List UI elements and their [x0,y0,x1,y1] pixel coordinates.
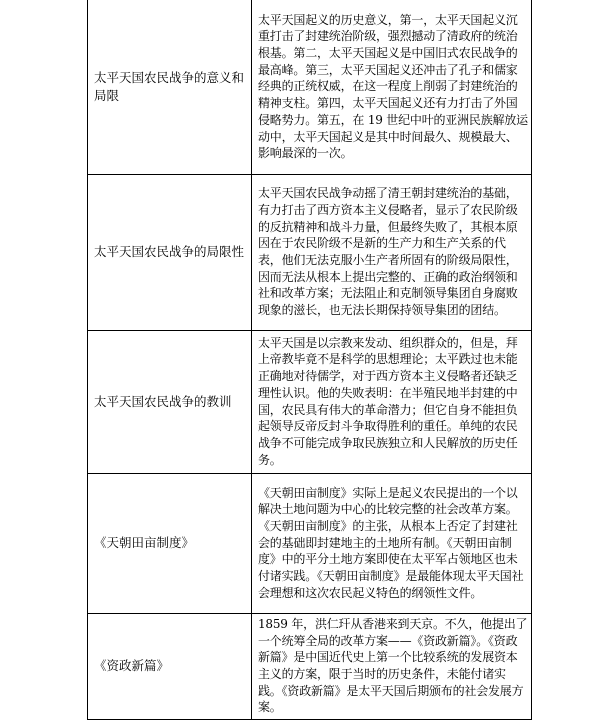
content-cell: 太平天国农民战争动摇了清王朝封建统治的基础，有力打击了西方资本主义侵略者，显示了农民阶级的反抗精神和战斗力量，但最终失败了，其根本原因在于农民阶级不是新的生产力和生产关系的代表，他们无法克服小生产者所固有的阶级局限性，因而无法从根本上提出完整的、正确的政治纲领和社和改革方案；无法阻止和克制领导集团自身腐败现象的滋长，也无法长期保持领导集团的团结。 [252,174,532,330]
history-notes-table [87,0,532,720]
table-row [88,473,532,613]
topic-cell: 《天朝田亩制度》 [88,473,252,613]
topic-cell: 太平天国农民战争的教训 [88,330,252,473]
content-cell: 1859 年，洪仁玕从香港来到天京。不久，他提出了一个统筹全局的改革方案——《资政新篇》。《资政新篇》是中国近代史上第一个比较系统的发展资本主义的方案，限于当时的历史条件，未能付诸实践。《资政新篇》是太平天国后期颁布的社会发展方案。 [252,613,532,719]
table-row [88,330,532,473]
topic-cell: 《资政新篇》 [88,613,252,719]
topic-cell: 太平天国农民战争的局限性 [88,174,252,330]
table-row [88,174,532,330]
table-row [88,613,532,719]
table-row [88,0,532,174]
content-cell: 太平天国起义的历史意义，第一，太平天国起义沉重打击了封建统治阶级，强烈撼动了清政府的统治根基。第二，太平天国起义是中国旧式农民战争的最高峰。第三，太平天国起义还冲击了孔子和儒家经典的正统权威，在这一程度上削弱了封建统治的精神支柱。第四，太平天国起义还有力打击了外国侵略势力。第五，在 19 世纪中叶的亚洲民族解放运动中，太平天国起义是其中时间最久、规模最大、影响最深的一次。 [252,0,532,174]
content-cell: 《天朝田亩制度》实际上是起义农民提出的一个以解决土地问题为中心的比较完整的社会改革方案。《天朝田亩制度》的主张，从根本上否定了封建社会的基础即封建地主的土地所有制。《天朝田亩制度》中的平分土地方案即使在太平军占领地区也未付诸实践。《天朝田亩制度》是最能体现太平天国社会理想和这次农民起义特色的纲领性文件。 [252,473,532,613]
content-cell: 太平天国是以宗教来发动、组织群众的，但是，拜上帝教毕竟不是科学的思想理论；太平跌过也未能正确地对待儒学，对于西方资本主义侵略者还缺乏理性认识。他的失败表明：在半殖民地半封建的中国，农民具有伟大的革命潜力；但它自身不能担负起领导反帝反封斗争取得胜利的重任。单纯的农民战争不可能完成争取民族独立和人民解放的历史任务。 [252,330,532,473]
topic-cell: 太平天国农民战争的意义和局限 [88,0,252,174]
